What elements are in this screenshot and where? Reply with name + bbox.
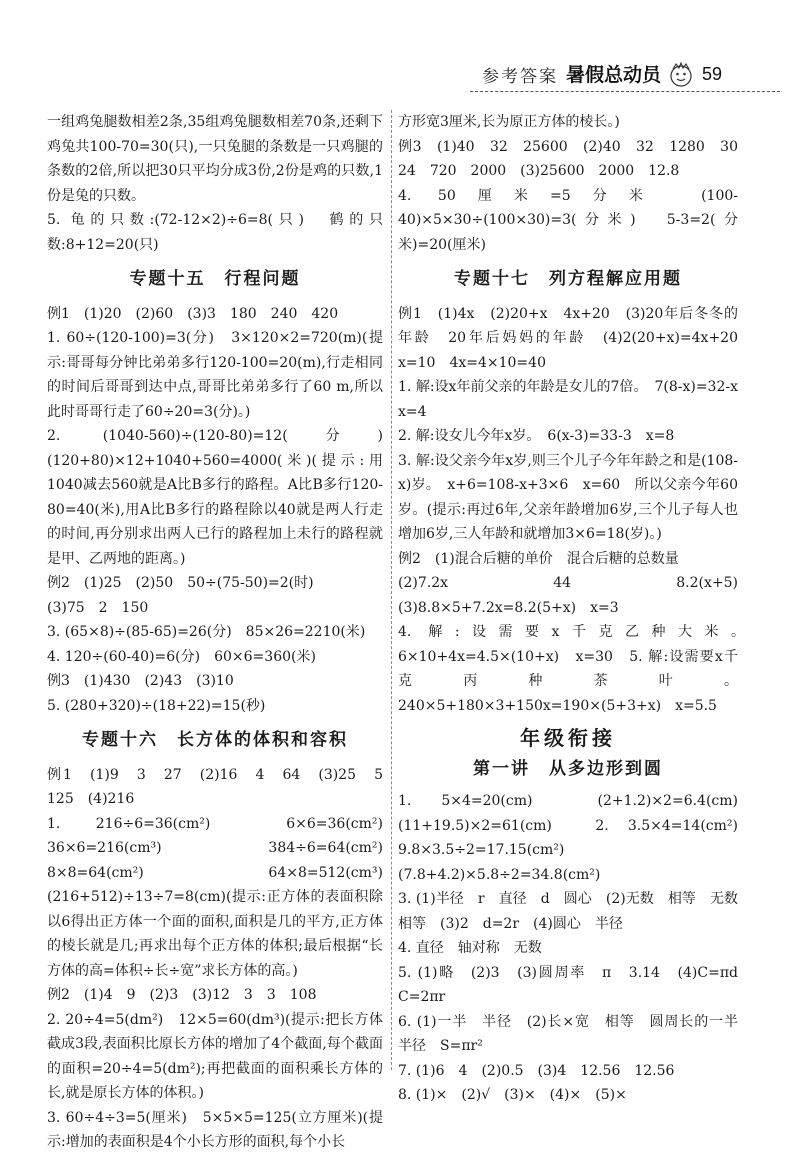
answer-paragraph: 1. 5×4=20(cm) (2+1.2)×2=6.4(cm) (11+19.5)×2=61(cm) 2. 3.5×4=14(cm²) 9.8×3.5÷2=17.15(cm²) (7.8+4.2)×5.8÷2=34.8(cm²): [398, 793, 752, 883]
answer-paragraph: 例2 (1)25 (2)50 50÷(75-50)=2(时): [47, 575, 314, 591]
answer-paragraph: 1. 216÷6=36(cm²) 6×6=36(cm²) 36×6=216(cm³) 384÷6=64(cm²) 8×8=64(cm²) 64×8=512(cm³) (216+512)÷13÷7=8(cm)(提示:正方体的表面积除以6得出正方体一个面的面积,面积是几的平方,正方体的棱长就是几;再求出每个正方体的体积;最后根据“长方体的高=体积÷长÷宽”求长方体的高。): [47, 815, 397, 979]
header-label: 参考答案: [482, 67, 558, 87]
column-divider: [391, 110, 393, 1070]
answer-paragraph: 3. 解:设父亲今年x岁,则三个儿子今年年龄之和是(108-x)岁。 x+6=108-x+3×6 x=60 所以父亲今年60岁。(提示:再过6年,父亲年龄增加6岁,三个儿子每人也增加6岁,三人年龄和就增加3×6=18(岁)。): [398, 452, 738, 542]
section-heading: 专题十五 行程问题: [129, 269, 301, 289]
answer-paragraph: 2. 解:设女儿今年x岁。 6(x-3)=33-3 x=8: [398, 428, 675, 444]
mascot-logo-icon: [666, 60, 696, 90]
answer-paragraph: 例3 (1)430 (2)43 (3)10: [47, 673, 234, 689]
answer-paragraph: 例3 (1)40 32 25600 (2)40 32 1280 30 24 720 2000 (3)25600 2000 12.8: [398, 138, 752, 179]
section-heading: 专题十六 长方体的体积和容积: [82, 730, 348, 750]
answer-paragraph: 5. (280+320)÷(18+22)=15(秒): [47, 697, 266, 714]
answer-paragraph: 4. 120÷(60-40)=6(分) 60×6=360(米): [47, 648, 316, 665]
left-column: [47, 110, 397, 1155]
section-heading: 专题十七 列方程解应用题: [454, 269, 682, 289]
answer-paragraph: 4. 直径 轴对称 无数: [398, 940, 542, 956]
answer-paragraph: 7. (1)6 4 (2)0.5 (3)4 12.56 12.56: [398, 1062, 675, 1079]
answer-paragraph: 8. (1)× (2)√ (3)× (4)× (5)×: [398, 1087, 627, 1103]
answer-paragraph: 4. 解:设需要x千克乙种大米。 6×10+4x=4.5×(10+x) x=30 5. 解:设需要x千克丙种茶叶。240×5+180×3+150x=190×(5+3+x) x=5.5: [398, 624, 752, 714]
answer-paragraph: 例1 (1)20 (2)60 (3)3 180 240 420: [47, 305, 339, 322]
answer-paragraph: 6. (1)一半 半径 (2)长×宽 相等 圆周长的一半 半径 S=πr²: [398, 1013, 752, 1054]
answer-paragraph: (2)7.2x 44 8.2(x+5) (3)8.8×5+7.2x=8.2(5+x) x=3: [398, 575, 752, 616]
part-heading: 年级衔接: [520, 726, 616, 750]
answer-paragraph: 例2 (1)混合后糖的单价 混合后糖的总数量: [398, 550, 679, 567]
answer-paragraph: 5. (1)略 (2)3 (3)圆周率 π 3.14 (4)C=πd C=2πr: [398, 964, 752, 1005]
page-number: 59: [702, 64, 723, 84]
answer-paragraph: 2. (1040-560)÷(120-80)=12(分) (120+80)×12+1040+560=4000(米)(提示:用1040减去560就是A比B多行的路程。A比B多行120-80=40(米),用A比B多行的路程除以40就是两人行走的时间,再分别求出两人已行的路程加上未行的路程就是甲、乙两地的距离。): [47, 428, 397, 567]
header-rule: [470, 91, 780, 92]
answer-paragraph: 1. 解:设x年前父亲的年龄是女儿的7倍。 7(8-x)=32-x x=4: [398, 379, 752, 420]
answer-paragraph: 方形宽3厘米,长为原正方体的棱长。): [398, 114, 620, 130]
page-header: [470, 58, 780, 102]
answer-paragraph: 2. 20÷4=5(dm²) 12×5=60(dm³)(提示:把长方体截成3段,表面积比原长方体的增加了4个截面,每个截面的面积=20÷4=5(dm²);再把截面的面积乘长方体的长,就是原长方体的体积。): [47, 1011, 383, 1101]
answer-paragraph: 1. 60÷(120-100)=3(分) 3×120×2=720(m)(提示:哥哥每分钟比弟弟多行120-100=20(m),行走相同的时间后哥哥到达中点,哥哥比弟弟多行了60 m,所以此时哥哥行走了60÷20=3(分)。): [47, 330, 383, 420]
answer-paragraph: 一组鸡兔腿数相差2条,35组鸡兔腿数相差70条,还剩下鸡兔共100-70=30(只),一只兔腿的条数是一只鸡腿的条数的2倍,所以把30只平均分成3份,2份是鸡的只数,1份是兔的只数。: [47, 114, 383, 204]
answer-paragraph: 例1 (1)9 3 27 (2)16 4 64 (3)25 5 125 (4)216: [47, 766, 397, 807]
answer-paragraph: 3. (1)半径 r 直径 d 圆心 (2)无数 相等 无数 相等 (3)2 d=2r (4)圆心 半径: [398, 891, 752, 932]
answer-paragraph: 5. 龟的只数:(72-12×2)÷6=8(只) 鹤的只数:8+12=20(只): [47, 212, 383, 253]
answer-paragraph: 例2 (1)4 9 (2)3 (3)12 3 3 108: [47, 987, 317, 1003]
right-column: [398, 110, 752, 1108]
answer-paragraph: 4. 50厘米=5分米 (100-40)×5×30÷(100×30)=3(分米) 5-3=2(分米)=20(厘米): [398, 187, 738, 253]
answer-paragraph: 3. (65×8)÷(85-65)=26(分) 85×26=2210(米): [47, 624, 366, 640]
header-brand: 暑假总动员: [566, 64, 662, 86]
lesson-heading: 第一讲 从多边形到圆: [473, 758, 663, 779]
answer-paragraph: 3. 60÷4÷3=5(厘米) 5×5×5=125(立方厘米)(提示:增加的表面积是4个小长方形的面积,每个小长: [47, 1109, 383, 1150]
answer-paragraph: 例1 (1)4x (2)20+x 4x+20 (3)20年后冬冬的年龄 20年后妈妈的年龄 (4)2(20+x)=4x+20 x=10 4x=4×10=40: [398, 305, 752, 371]
answer-paragraph: (3)75 2 150: [47, 599, 149, 616]
